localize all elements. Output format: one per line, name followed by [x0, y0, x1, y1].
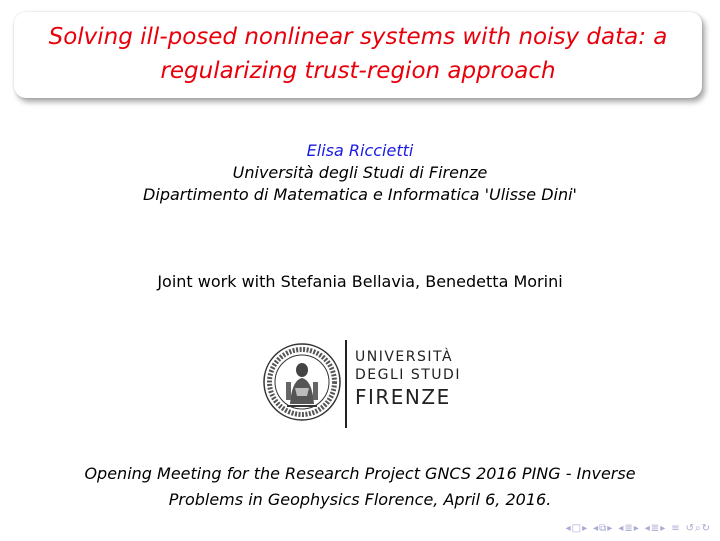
nav-first-icon[interactable]: ◂ □ ▸	[565, 523, 588, 534]
nav-subsection-icon[interactable]: ◂ ≣ ▸	[644, 523, 666, 534]
logo-divider	[345, 340, 347, 428]
nav-search-icon[interactable]: ↺ ⌕ ↻	[685, 523, 710, 534]
meeting-line-1: Opening Meeting for the Research Project GNCS 2016 PING - Inverse	[84, 464, 636, 483]
joint-work-line: Joint work with Stefania Bellavia, Benedetta Morini	[157, 272, 563, 291]
logo-text-degli-studi: DEGLI STUDI	[355, 367, 461, 383]
title-box	[14, 12, 702, 98]
title-line-1: Solving ill-posed nonlinear systems with noisy data: a	[48, 24, 668, 50]
nav-align-icon[interactable]: ≡	[671, 523, 680, 534]
meeting-info	[0, 461, 720, 513]
affiliation-university: Università degli Studi di Firenze	[232, 163, 488, 182]
university-logo	[262, 338, 462, 430]
logo-text-universita: UNIVERSITÀ	[355, 349, 454, 365]
affiliation-department: Dipartimento di Matematica e Informatica 'Ulisse Dini'	[143, 185, 577, 204]
nav-section-icon[interactable]: ◂ ≣ ▸	[618, 523, 639, 534]
logo-text-firenze: FIRENZE	[355, 385, 451, 409]
author-block	[0, 140, 720, 206]
meeting-line-2: Problems in Geophysics Florence, April 6, 2016.	[168, 490, 552, 509]
beamer-navigation-bar	[566, 521, 710, 537]
title-line-2: regularizing trust-region approach	[160, 58, 556, 84]
author-name: Elisa Riccietti	[306, 141, 414, 160]
logo-text	[355, 348, 461, 410]
nav-frame-icon[interactable]: ◂ ⧉ ▸	[593, 523, 613, 534]
university-seal-icon	[262, 342, 342, 422]
